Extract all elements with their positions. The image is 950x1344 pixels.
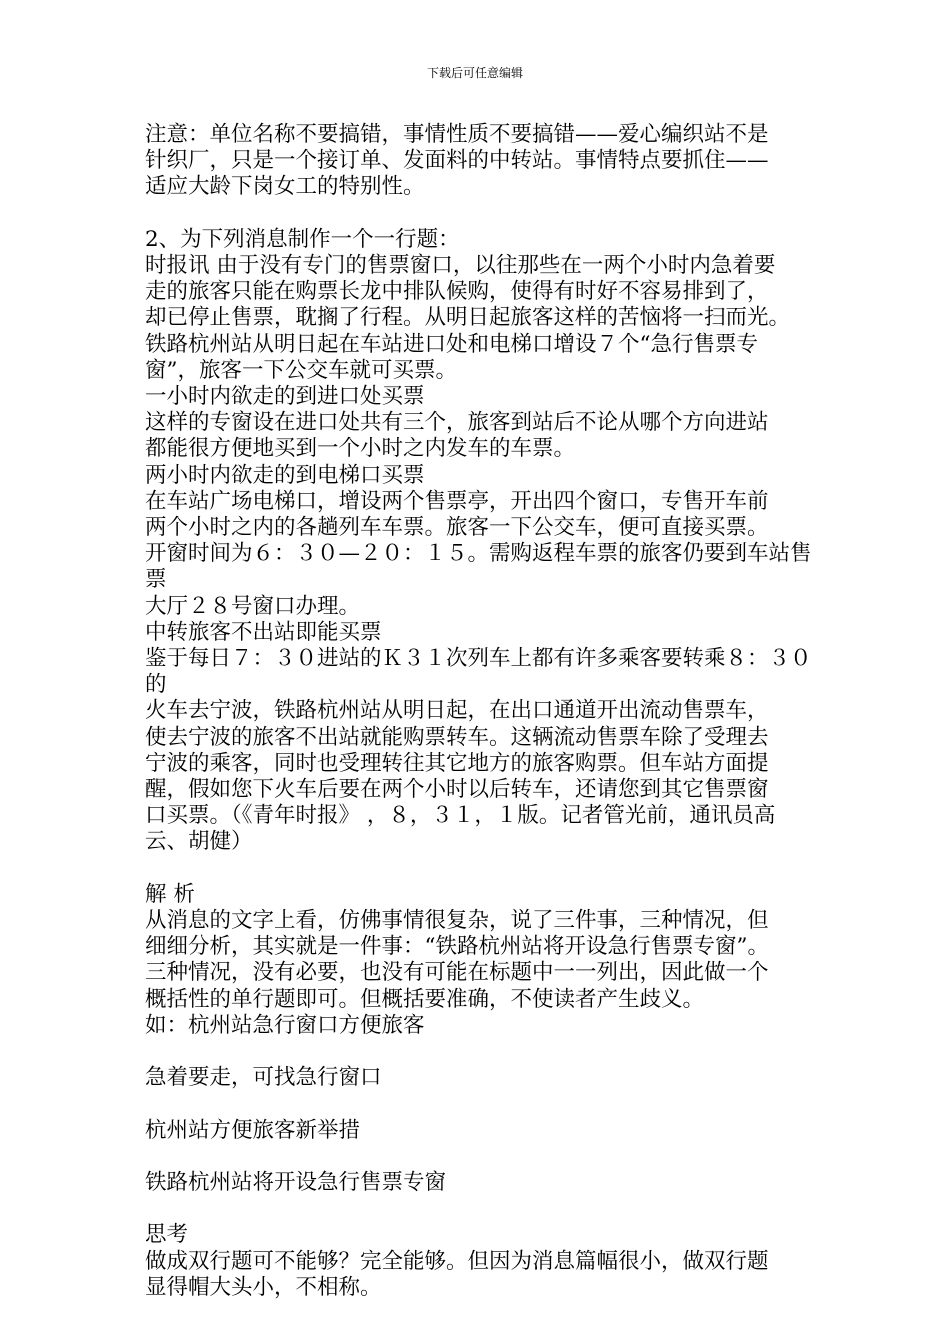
blank-line [145, 1196, 825, 1222]
blank-line [145, 1091, 825, 1117]
text-line: 两小时内欲走的到电梯口买票 [145, 462, 425, 488]
text-line: 宁波的乘客，同时也受理转往其它地方的旅客购票。但车站方面提 [145, 750, 769, 776]
blank-line [145, 856, 825, 882]
text-line: 铁路杭州站将开设急行售票专窗 [145, 1170, 447, 1196]
text-line: 2、为下列消息制作一个一行题： [145, 226, 460, 252]
text-line: 杭州站方便旅客新举措 [145, 1117, 361, 1143]
text-line: 急着要走，可找急行窗口 [145, 1065, 382, 1091]
text-line: 显得帽大头小，不相称。 [145, 1274, 382, 1300]
document-body [145, 122, 825, 1301]
text-line: 都能很方便地买到一个小时之内发车的车票。 [145, 436, 576, 462]
blank-line [145, 1039, 825, 1065]
text-line: 鉴于每日７：３０进站的Ｋ３１次列车上都有许多乘客要转乘８：３０的 [145, 646, 812, 698]
text-line: 解 析 [145, 881, 195, 907]
text-line: 一小时内欲走的到进口处买票 [145, 384, 425, 410]
text-line: 窗”，旅客一下公交车就可买票。 [145, 357, 457, 383]
text-line: 概括性的单行题即可。但概括要准确，不使读者产生歧义。 [145, 986, 705, 1012]
text-line: 醒，假如您下火车后要在两个小时以后转车，还请您到其它售票窗 [145, 777, 769, 803]
text-line: 开窗时间为６：３０—２０：１５。需购返程车票的旅客仍要到车站售票 [145, 541, 812, 593]
blank-line [145, 201, 825, 227]
text-line: 铁路杭州站从明日起在车站进口处和电梯口增设７个“急行售票专 [145, 331, 758, 357]
text-line: 云、胡健） [145, 829, 253, 855]
text-line: 火车去宁波，铁路杭州站从明日起，在出口通道开出流动售票车， [145, 698, 769, 724]
text-line: 适应大龄下岗女工的特别性。 [145, 174, 425, 200]
text-line: 针织厂，只是一个接订单、发面料的中转站。事情特点要抓住—— [145, 148, 769, 174]
text-line: 这样的专窗设在进口处共有三个，旅客到站后不论从哪个方向进站 [145, 410, 769, 436]
text-line: 从消息的文字上看，仿佛事情很复杂，说了三件事，三种情况，但 [145, 908, 769, 934]
text-line: 在车站广场电梯口，增设两个售票亭，开出四个窗口，专售开车前 [145, 488, 769, 514]
text-line: 两个小时之内的各趟列车车票。旅客一下公交车，便可直接买票。 [145, 515, 769, 541]
text-line: 时报讯 由于没有专门的售票窗口，以往那些在一两个小时内急着要 [145, 253, 776, 278]
text-line: 却已停止售票，耽搁了行程。从明日起旅客这样的苦恼将一扫而光。 [145, 305, 791, 331]
text-line: 注意：单位名称不要搞错，事情性质不要搞错——爱心编织站不是 [145, 122, 769, 147]
text-line: 中转旅客不出站即能买票 [145, 619, 382, 645]
text-line: 如：杭州站急行窗口方便旅客 [145, 1012, 425, 1038]
text-line: 大厅２８号窗口办理。 [145, 593, 361, 619]
text-line: 三种情况，没有必要，也没有可能在标题中一一列出，因此做一个 [145, 960, 769, 986]
text-line: 做成双行题可不能够？完全能够。但因为消息篇幅很小，做双行题 [145, 1248, 769, 1274]
text-line: 思考 [145, 1222, 189, 1248]
text-line: 使去宁波的旅客不出站就能购票转车。这辆流动售票车除了受理去 [145, 724, 769, 750]
text-line: 细细分析，其实就是一件事：“铁路杭州站将开设急行售票专窗”。 [145, 934, 769, 960]
text-line: 走的旅客只能在购票长龙中排队候购，使得有时好不容易排到了， [145, 279, 769, 305]
text-line: 口买票。（《青年时报》 ，８，３１，１版。记者管光前，通讯员高 [145, 803, 776, 829]
blank-line [145, 1144, 825, 1170]
page-header: 下载后可任意编辑 [426, 66, 523, 80]
